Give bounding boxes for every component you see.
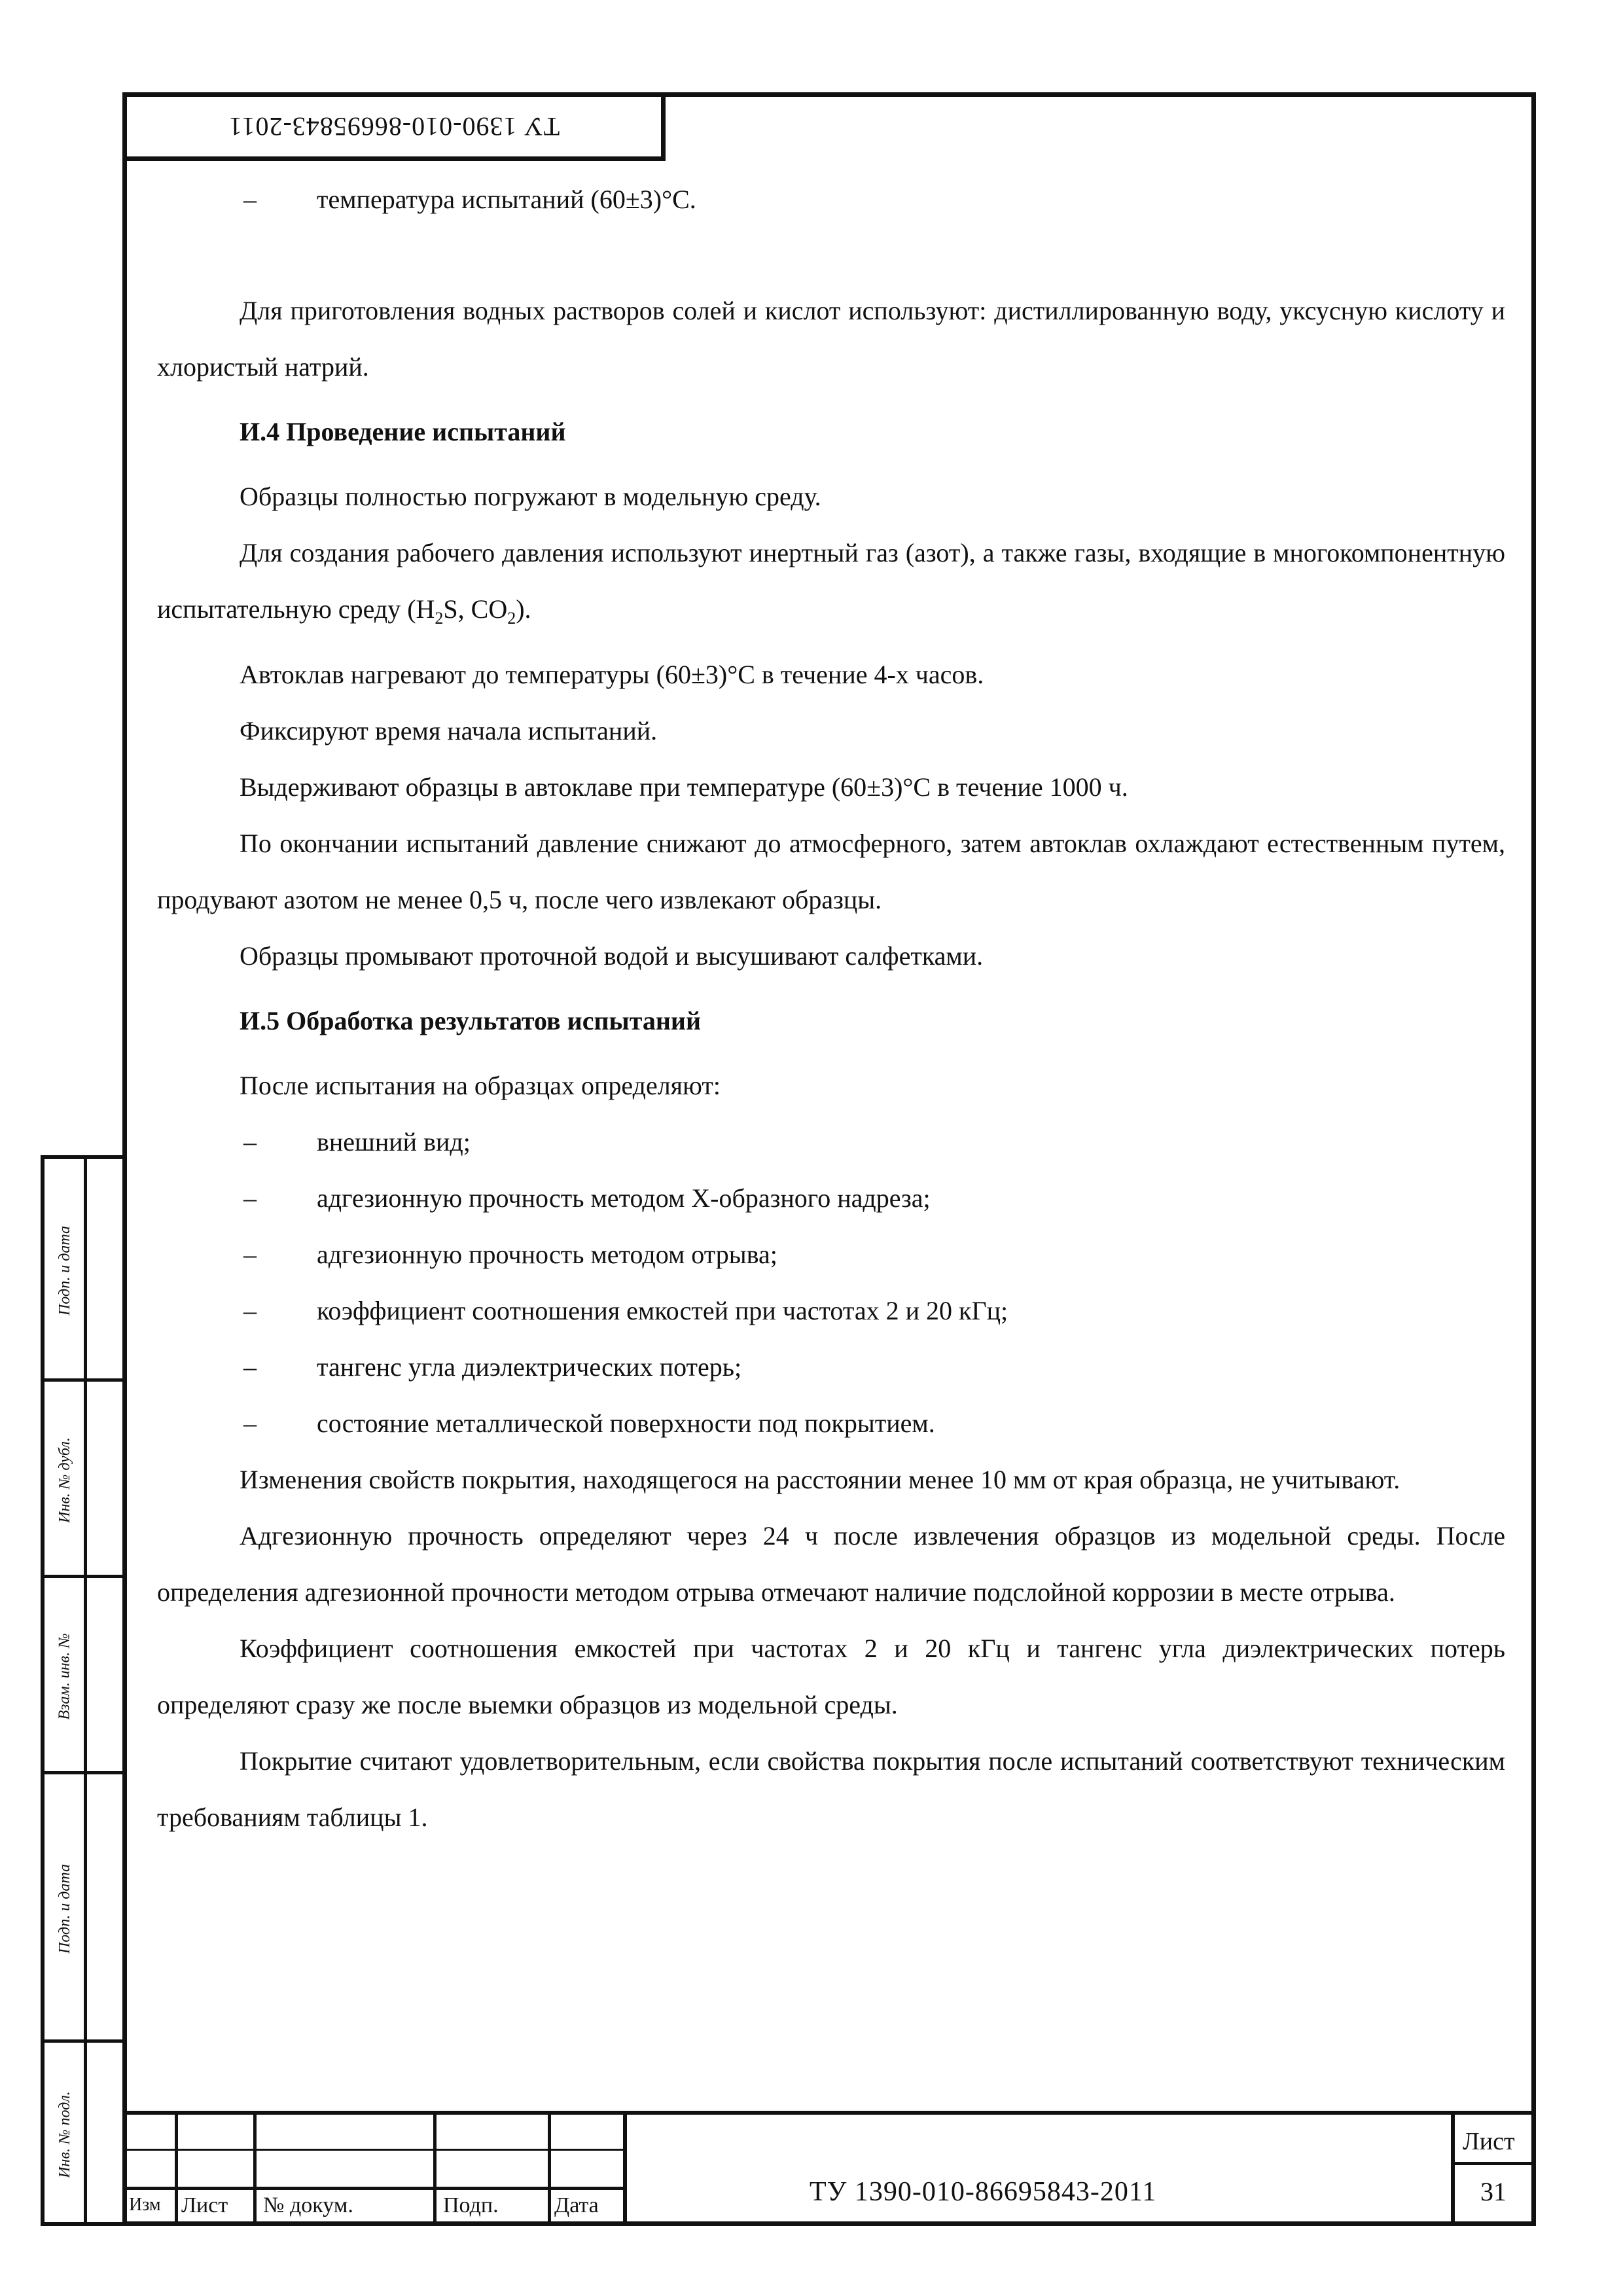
top-document-stamp bbox=[122, 92, 666, 161]
sheet-label: Лист bbox=[1463, 2128, 1515, 2155]
list-item: – внешний вид; bbox=[243, 1127, 471, 1157]
section-heading-5: И.5 Обработка результатов испытаний bbox=[240, 1006, 701, 1035]
top-stamp-code: ТУ 1390-010-86695843-2011 bbox=[228, 112, 560, 141]
paragraph: Автоклав нагревают до температуры (60±3)°С в течение 4-х часов. bbox=[240, 660, 984, 689]
col-doc-number: № докум. bbox=[263, 2193, 353, 2217]
side-label-replace-inv: Взам. инв. № bbox=[56, 1632, 73, 1720]
paragraph-gas: Для создания рабочего давления используют инертный газ (азот), а также газы, входящие в многокомпонентную испытательную среду ($H_2S$, $CO_2$). bbox=[157, 538, 1505, 628]
paragraph: Выдерживают образцы в автоклаве при температуре (60±3)°С в течение 1000 ч. bbox=[240, 772, 1128, 802]
side-stamp-strip bbox=[41, 1155, 122, 2226]
title-block-doc-code: ТУ 1390-010-86695843-2011 bbox=[810, 2177, 1157, 2207]
paragraph: Образцы промывают проточной водой и высушивают салфетками. bbox=[240, 941, 984, 971]
paragraph-intro: После испытания на образцах определяют: bbox=[240, 1071, 721, 1100]
sheet-number: 31 bbox=[1480, 2177, 1507, 2206]
paragraph: По окончании испытаний давление снижают до атмосферного, затем автоклав охлаждают естественным путем, продувают азотом не менее 0,5 ч, после чего извлекают образцы. bbox=[157, 829, 1505, 914]
side-label-orig-inv: Инв. № подл. bbox=[56, 2090, 73, 2178]
list-item: – температура испытаний (60±3)°С. bbox=[243, 185, 696, 214]
list-item: – адгезионную прочность методом отрыва; bbox=[243, 1240, 777, 1269]
paragraph-solutions: Для приготовления водных растворов солей и кислот используют: дистиллированную воду, уксусную кислоту и хлористый натрий. bbox=[157, 296, 1505, 382]
paragraph: Образцы полностью погружают в модельную среду. bbox=[240, 482, 821, 511]
section-heading-4: И.4 Проведение испытаний bbox=[240, 417, 566, 446]
title-block bbox=[122, 2111, 1536, 2226]
document-body bbox=[157, 171, 1505, 1846]
list-item: – адгезионную прочность методом Х-образного надреза; bbox=[243, 1183, 931, 1213]
col-signature: Подп. bbox=[443, 2193, 499, 2217]
side-label-dup-inv: Инв. № дубл. bbox=[56, 1437, 73, 1523]
col-date: Дата bbox=[554, 2193, 599, 2217]
paragraph: Адгезионную прочность определяют через 24 ч после извлечения образцов из модельной среды. После определения адгезионной прочности методом отрыва отмечают наличие подслойной коррозии в месте отрыва. bbox=[157, 1521, 1505, 1607]
side-label-sign-date: Подп. и дата bbox=[56, 1863, 73, 1954]
paragraph: Фиксируют время начала испытаний. bbox=[240, 716, 658, 745]
side-label-sign-date-top: Подп. и дата bbox=[56, 1225, 73, 1316]
paragraph: Покрытие считают удовлетворительным, если свойства покрытия после испытаний соответствуют техническим требованиям таблицы 1. bbox=[157, 1746, 1505, 1832]
list-item: – состояние металлической поверхности под покрытием. bbox=[243, 1408, 935, 1438]
list-item: – коэффициент соотношения емкостей при частотах 2 и 20 кГц; bbox=[243, 1296, 1008, 1325]
col-list: Лист bbox=[181, 2193, 228, 2217]
paragraph: Изменения свойств покрытия, находящегося на расстоянии менее 10 мм от края образца, не учитывают. bbox=[240, 1465, 1400, 1494]
paragraph: Коэффициент соотношения емкостей при частотах 2 и 20 кГц и тангенс угла диэлектрических потерь определяют сразу же после выемки образцов из модельной среды. bbox=[157, 1634, 1505, 1719]
col-izm: Изм bbox=[129, 2195, 161, 2215]
list-item: – тангенс угла диэлектрических потерь; bbox=[243, 1352, 742, 1382]
